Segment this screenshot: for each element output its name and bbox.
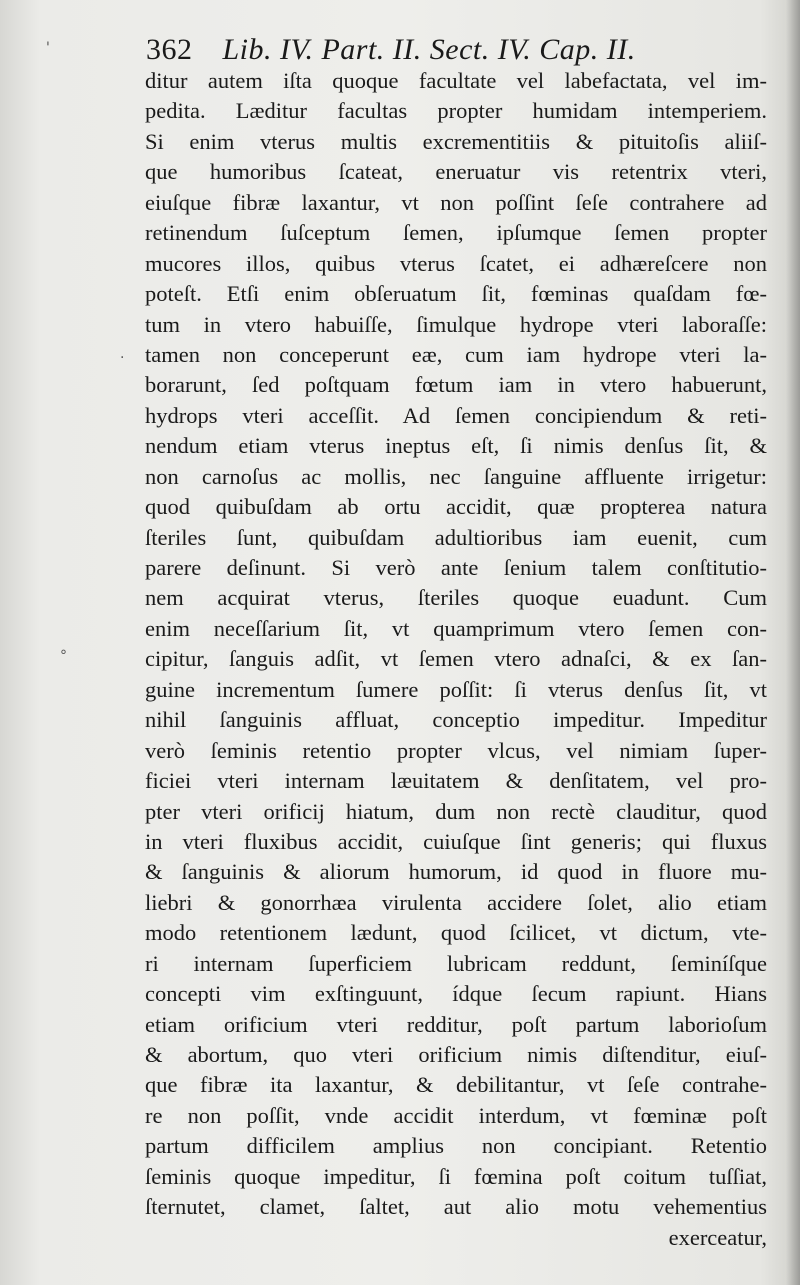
- text-line: tamen non conceperunt eæ, cum iam hydrope vteri la-: [145, 341, 767, 367]
- text-line: ſternutet, clamet, ſaltet, aut alio motu vehementius: [145, 1194, 767, 1220]
- text-line: tum in vtero habuiſſe, ſimulque hydrope vteri laboraſſe:: [145, 311, 767, 337]
- text-line: partum difficilem amplius non concipiant. Retentio: [145, 1133, 767, 1159]
- text-line: liebri & gonorrhæa virulenta accidere ſolet, alio etiam: [145, 889, 767, 915]
- text-line: etiam orificium vteri redditur, poſt partum laborioſum: [145, 1011, 767, 1037]
- text-line: poteſt. Etſi enim obſeruatum ſit, fœminas quaſdam fœ-: [145, 281, 767, 307]
- text-line: guine incrementum ſumere poſſit: ſi vterus denſus ſit, vt: [145, 676, 767, 702]
- text-line: pter vteri orificij hiatum, dum non rectè clauditur, quod: [145, 798, 767, 824]
- text-line: verò ſeminis retentio propter vlcus, vel nimiam ſuper-: [145, 737, 767, 763]
- text-line: parere deſinunt. Si verò ante ſenium talem conſtitutio-: [145, 555, 767, 580]
- text-line: non carnoſus ac mollis, nec ſanguine affluente irrigetur:: [145, 463, 767, 489]
- text-line: pedita. Læditur facultas propter humidam intemperiem.: [145, 98, 767, 124]
- text-line: nem acquirat vterus, ſteriles quoque euadunt. Cum: [145, 585, 767, 611]
- text-line: & ſanguinis & aliorum humorum, id quod in fluore mu-: [145, 859, 767, 885]
- text-line: ficiei vteri internam læuitatem & denſitatem, vel pro-: [145, 768, 767, 794]
- text-line: ſeminis quoque impeditur, ſi fœmina poſt coitum tuſſiat,: [145, 1163, 767, 1189]
- running-title: Lib. IV. Part. II. Sect. IV. Cap. II.: [222, 33, 636, 66]
- body-text: [145, 66, 767, 1253]
- text-line: cipitur, ſanguis adſit, vt ſemen vtero adnaſci, & ex ſan-: [145, 646, 767, 672]
- text-line: hydrops vteri acceſſit. Ad ſemen concipiendum & reti-: [145, 402, 767, 428]
- text-line: ditur autem iſta quoque facultate vel labefactata, vel im-: [145, 68, 767, 93]
- text-line: que fibræ ita laxantur, & debilitantur, vt ſeſe contrahe-: [145, 1072, 767, 1098]
- text-line: que humoribus ſcateat, eneruatur vis retentrix vteri,: [145, 159, 767, 185]
- text-line: in vteri fluxibus accidit, cuiuſque ſint generis; qui fluxus: [145, 828, 767, 854]
- text-line: retinendum ſuſceptum ſemen, ipſumque ſemen propter: [145, 220, 767, 246]
- margin-speck: ': [46, 40, 50, 56]
- text-line: modo retentionem lædunt, quod ſcilicet, vt dictum, vte-: [145, 920, 767, 946]
- text-line: nihil ſanguinis affluat, conceptio impeditur. Impeditur: [145, 707, 767, 733]
- margin-speck: °: [60, 648, 67, 664]
- text-line: ſteriles ſunt, quibuſdam adultioribus iam euenit, cum: [145, 524, 767, 550]
- page-number: 362: [146, 33, 193, 66]
- text-line: enim neceſſarium ſit, vt quamprimum vtero ſemen con-: [145, 615, 767, 641]
- text-line: re non poſſit, vnde accidit interdum, vt fœminæ poſt: [145, 1102, 767, 1128]
- running-header: [146, 30, 766, 70]
- text-line: borarunt, ſed poſtquam fœtum iam in vtero habuerunt,: [145, 372, 767, 398]
- text-line: mucores illos, quibus vterus ſcatet, ei adhæreſcere non: [145, 250, 767, 276]
- text-line: eiuſque fibræ laxantur, vt non poſſint ſeſe contrahere ad: [145, 189, 767, 215]
- text-line: ri internam ſuperficiem lubricam reddunt, ſeminíſque: [145, 950, 767, 976]
- text-line: exerceatur,: [668, 1224, 767, 1250]
- page-edge-shadow: [786, 0, 800, 1285]
- text-line: Si enim vterus multis excrementitiis & pituitoſis aliiſ-: [145, 128, 767, 154]
- text-line: concepti vim exſtinguunt, ídque ſecum rapiunt. Hians: [145, 981, 767, 1007]
- text-line: nendum etiam vterus ineptus eſt, ſi nimis denſus ſit, &: [145, 433, 767, 459]
- text-line: & abortum, quo vteri orificium nimis diſtenditur, eiuſ-: [145, 1042, 767, 1067]
- text-line: quod quibuſdam ab ortu accidit, quæ propterea natura: [145, 494, 767, 520]
- margin-speck: ·: [120, 350, 125, 366]
